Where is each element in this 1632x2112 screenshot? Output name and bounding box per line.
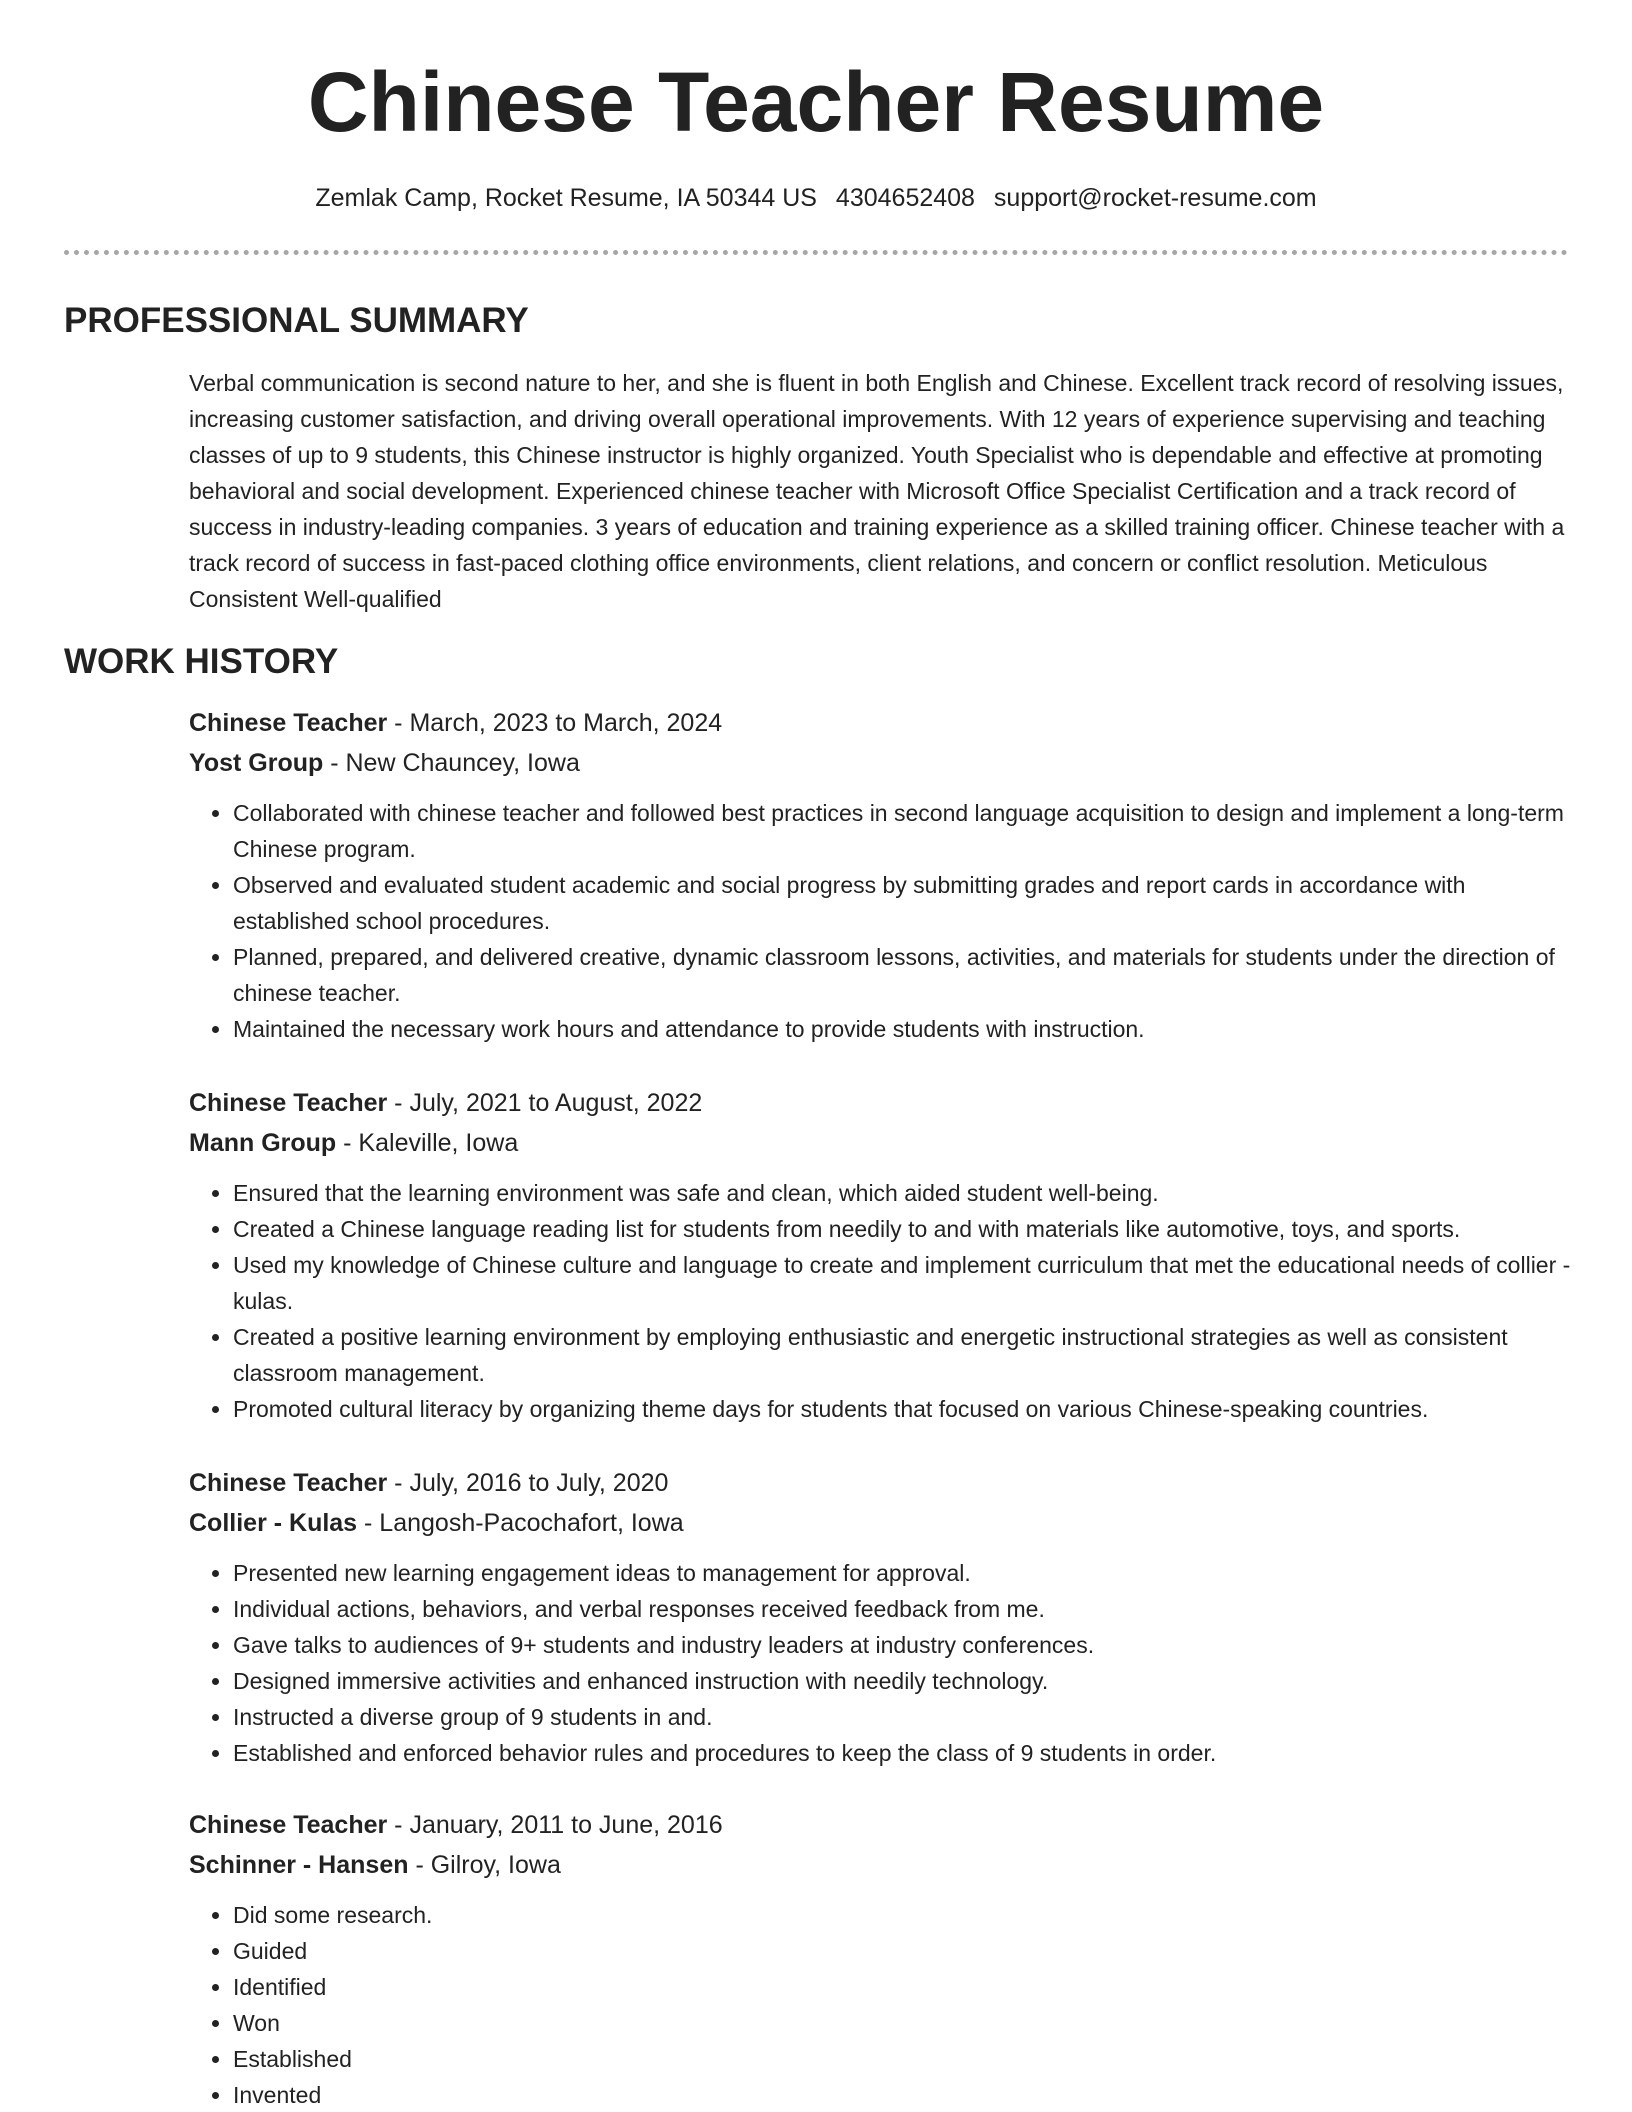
contact-address: Zemlak Camp, Rocket Resume, IA 50344 US: [315, 184, 817, 212]
job-bullet: • Observed and evaluated student academic and social progress by submitting grades and report cards in accordance with established school procedures.: [233, 867, 1579, 939]
contact-line: [0, 180, 1632, 216]
job-bullet: • Ensured that the learning environment was safe and clean, which aided student well-being.: [233, 1175, 1579, 1211]
job-company-line: [189, 1845, 1579, 1885]
job-company-line: [189, 1503, 1579, 1543]
job-company: Schinner - Hansen: [189, 1851, 409, 1879]
contact-email: support@rocket-resume.com: [993, 184, 1317, 212]
job-bullet: • Won: [233, 2005, 1579, 2041]
job-company-line: [189, 1123, 1579, 1163]
job-entry: [189, 1083, 1579, 1427]
job-bullet: • Established: [233, 2041, 1579, 2077]
header-divider: [64, 250, 1568, 255]
job-bullet: • Did some research.: [233, 1897, 1579, 1933]
job-title-line: [189, 1083, 1579, 1123]
job-location: - Kaleville, Iowa: [336, 1129, 519, 1157]
job-title-line: [189, 1463, 1579, 1503]
resume-title: Chinese Teacher Resume: [307, 55, 1325, 149]
job-dates: - July, 2016 to July, 2020: [387, 1469, 669, 1497]
job-entry: [189, 1805, 1579, 2112]
job-bullet: • Maintained the necessary work hours and attendance to provide students with instruction.: [233, 1011, 1579, 1047]
job-role: Chinese Teacher: [189, 1811, 388, 1839]
job-role: Chinese Teacher: [189, 709, 388, 737]
job-bullets: [189, 1175, 1579, 1427]
section-title-summary: PROFESSIONAL SUMMARY: [64, 301, 529, 340]
summary-text: Verbal communication is second nature to her, and she is fluent in both English and Chinese. Excellent track record of resolving issues, increasing customer satisfaction, and driving overall operational improvements. With 12 years of experience supervising and teaching classes of up to 9 students, this Chinese instructor is highly organized. Youth Specialist who is dependable and effective at promoting behavioral and social development. Experienced chinese teacher with Microsoft Office Specialist Certification and a track record of success in industry-leading companies. 3 years of education and training experience as a skilled training officer. Chinese teacher with a track record of success in fast-paced clothing office environments, client relations, and concern or conflict resolution. Meticulous Consistent Well-qualified: [189, 370, 1565, 612]
job-company-line: [189, 743, 1579, 783]
job-company: Yost Group: [189, 749, 324, 777]
job-role: Chinese Teacher: [189, 1089, 388, 1117]
job-bullet: • Created a Chinese language reading list for students from needily to and with materials like automotive, toys, and sports.: [233, 1211, 1579, 1247]
job-location: - New Chauncey, Iowa: [323, 749, 580, 777]
job-title-line: [189, 703, 1579, 743]
job-bullet: • Instructed a diverse group of 9 students in and.: [233, 1699, 1579, 1735]
job-bullets: [189, 795, 1579, 1047]
job-bullet: • Created a positive learning environment by employing enthusiastic and energetic instructional strategies as well as consistent classroom management.: [233, 1319, 1579, 1391]
job-bullet: • Established and enforced behavior rules and procedures to keep the class of 9 students in order.: [233, 1735, 1579, 1771]
job-bullet: • Individual actions, behaviors, and verbal responses received feedback from me.: [233, 1591, 1579, 1627]
job-bullets: [189, 1897, 1579, 2112]
job-bullet: • Planned, prepared, and delivered creative, dynamic classroom lessons, activities, and materials for students under the direction of chinese teacher.: [233, 939, 1579, 1011]
job-bullets: [189, 1555, 1579, 1771]
job-dates: - March, 2023 to March, 2024: [387, 709, 723, 737]
section-title-work-history: WORK HISTORY: [64, 642, 339, 681]
job-entry: [189, 703, 1579, 1047]
job-bullet: • Presented new learning engagement ideas to management for approval.: [233, 1555, 1579, 1591]
job-title-line: [189, 1805, 1579, 1845]
job-dates: - January, 2011 to June, 2016: [387, 1811, 723, 1839]
job-bullet: • Invented: [233, 2077, 1579, 2112]
job-bullet: • Identified: [233, 1969, 1579, 2005]
job-location: - Langosh-Pacochafort, Iowa: [357, 1509, 684, 1537]
job-company: Collier - Kulas: [189, 1509, 358, 1537]
job-bullet: • Used my knowledge of Chinese culture and language to create and implement curriculum that met the educational needs of collier - kulas.: [233, 1247, 1579, 1319]
job-bullet: • Guided: [233, 1933, 1579, 1969]
job-bullet: • Collaborated with chinese teacher and followed best practices in second language acquisition to design and implement a long-term Chinese program.: [233, 795, 1579, 867]
job-entry: [189, 1463, 1579, 1771]
job-company: Mann Group: [189, 1129, 337, 1157]
job-bullet: • Promoted cultural literacy by organizing theme days for students that focused on various Chinese-speaking countries.: [233, 1391, 1579, 1427]
job-bullet: • Designed immersive activities and enhanced instruction with needily technology.: [233, 1663, 1579, 1699]
job-dates: - July, 2021 to August, 2022: [387, 1089, 703, 1117]
job-location: - Gilroy, Iowa: [408, 1851, 561, 1879]
job-bullet: • Gave talks to audiences of 9+ students and industry leaders at industry conferences.: [233, 1627, 1579, 1663]
contact-phone: 4304652408: [835, 184, 975, 212]
job-role: Chinese Teacher: [189, 1469, 388, 1497]
